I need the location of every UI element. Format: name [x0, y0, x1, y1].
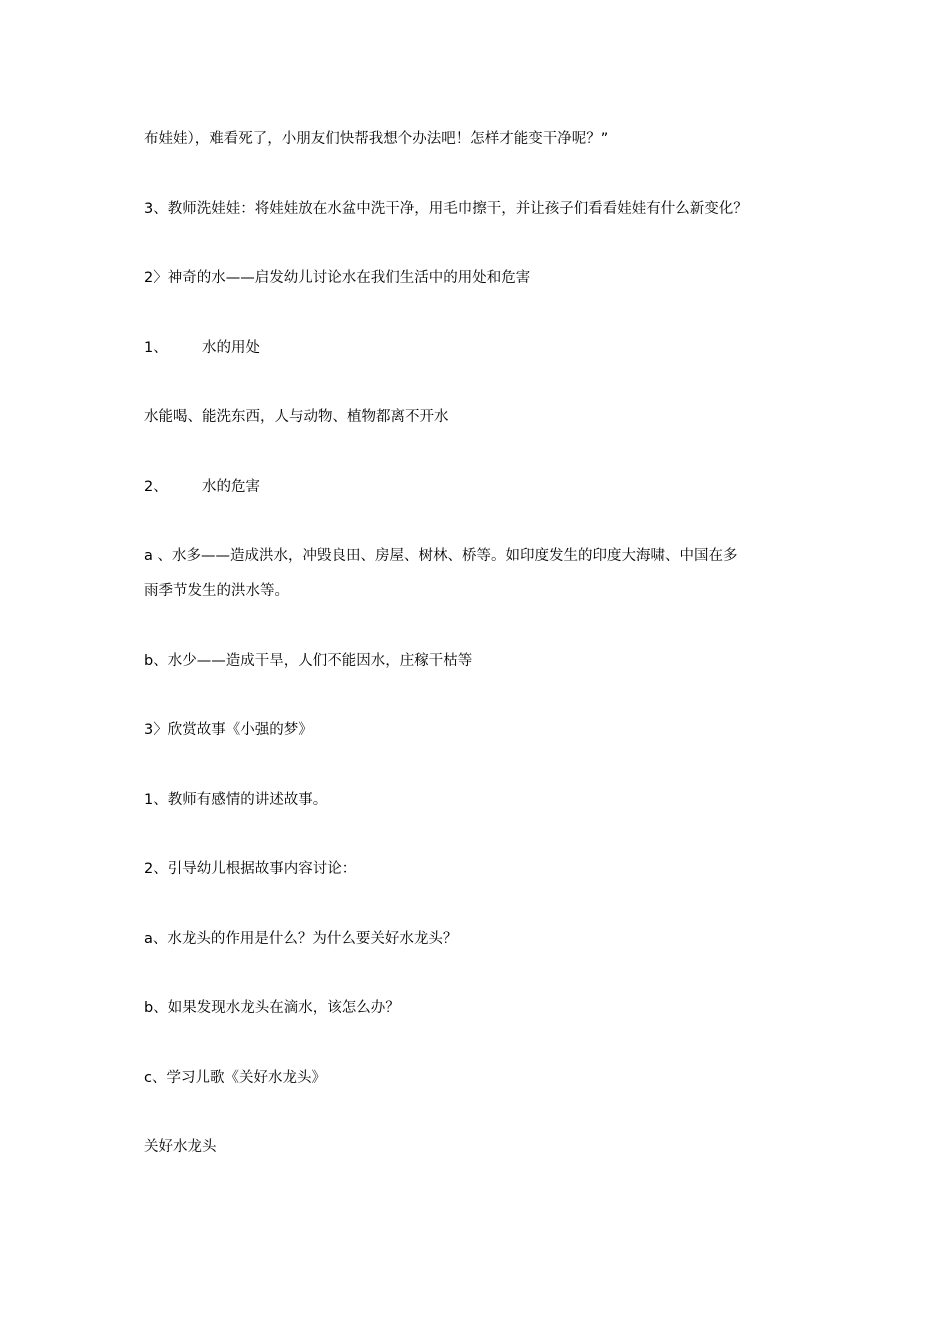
list-item-water-uses: [144, 331, 814, 366]
list-item-text: 水的用处: [202, 340, 260, 356]
paragraph-too-much-water: [144, 539, 814, 609]
paragraph-line: a 、水多——造成洪水，冲毁良田、房屋、树林、桥等。如印度发生的印度大海啸、中国在多: [144, 548, 738, 564]
paragraph-line: 雨季节发生的洪水等。: [144, 583, 289, 599]
paragraph-teacher-washes-doll: 3、教师洗娃娃：将娃娃放在水盆中洗干净，用毛巾擦干，并让孩子们看看娃娃有什么新变化？: [144, 201, 748, 217]
paragraph-teacher-tells-story: 1、教师有感情的讲述故事。: [144, 792, 328, 808]
paragraph-learn-rhyme: c、学习儿歌《关好水龙头》: [144, 1070, 326, 1086]
list-number: 2、: [144, 479, 168, 495]
paragraph-doll-dirty: 布娃娃），难看死了，小朋友们快帮我想个办法吧！怎样才能变干净呢？”: [144, 131, 609, 147]
paragraph-question-dripping: b、如果发现水龙头在滴水，该怎么办？: [144, 1000, 400, 1016]
list-item-water-hazards: [144, 470, 814, 505]
paragraph-too-little-water: b、水少——造成干旱，人们不能因水，庄稼干枯等: [144, 653, 473, 669]
paragraph-guide-discussion: 2、引导幼儿根据故事内容讨论：: [144, 861, 357, 877]
rhyme-title: 关好水龙头: [144, 1139, 217, 1155]
list-item-text: 水的危害: [202, 479, 260, 495]
list-number: 1、: [144, 340, 168, 356]
section-heading-magic-water: 2〉神奇的水——启发幼儿讨论水在我们生活中的用处和危害: [144, 270, 531, 286]
section-heading-story: 3〉欣赏故事《小强的梦》: [144, 722, 313, 738]
paragraph-water-uses-detail: 水能喝、能洗东西，人与动物、植物都离不开水: [144, 409, 449, 425]
paragraph-question-faucet-use: a、水龙头的作用是什么？为什么要关好水龙头？: [144, 931, 458, 947]
